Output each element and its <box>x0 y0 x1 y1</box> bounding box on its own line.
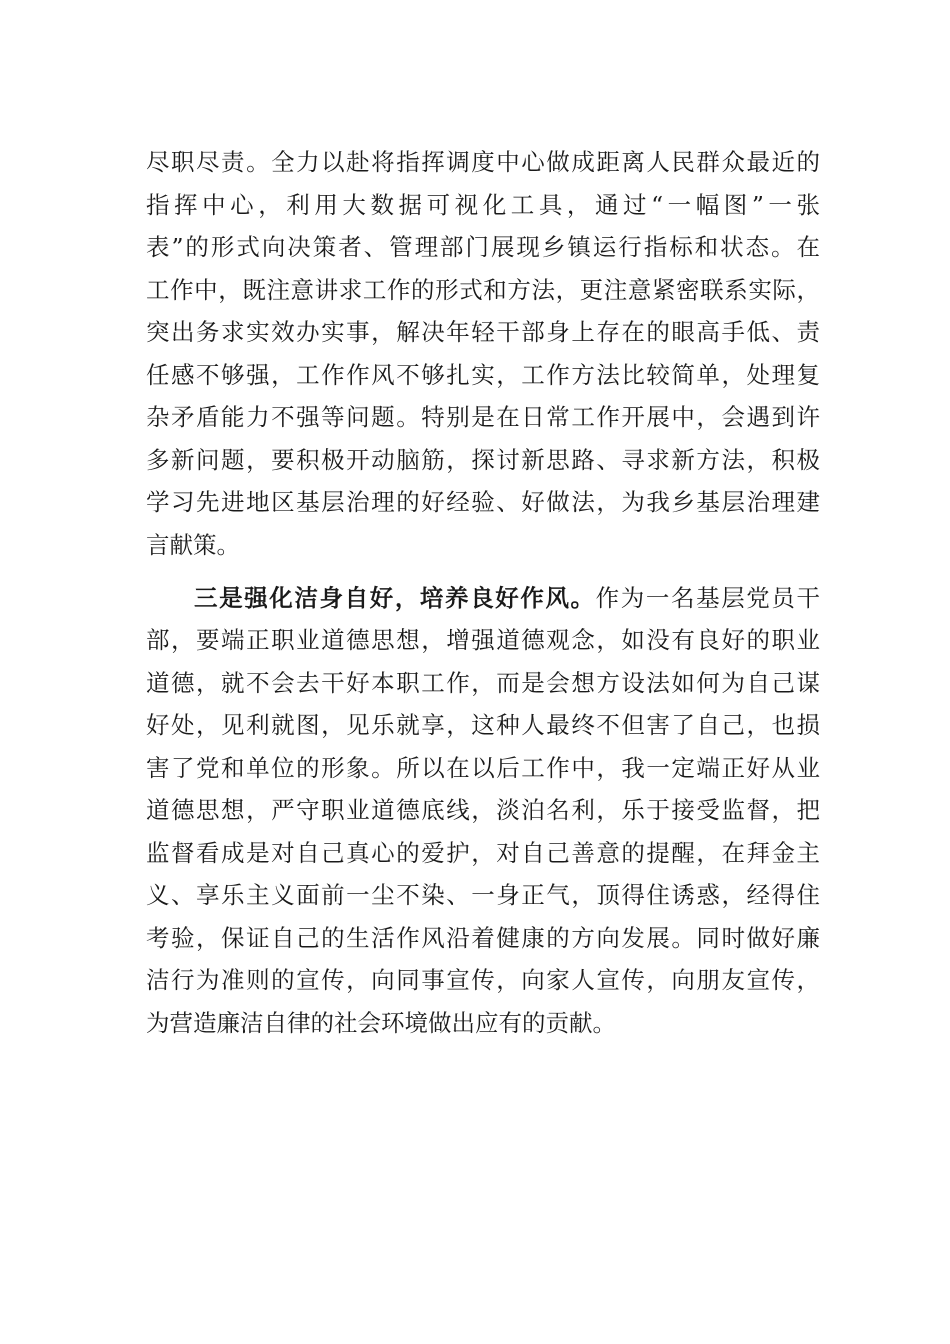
text-line: 义、享乐主义面前一尘不染、一身正气，顶得住诱惑，经得住 <box>146 881 820 909</box>
text-run: 作为一名基层党员干 <box>595 584 821 612</box>
text-line: 任感不够强，工作作风不够扎实，工作方法比较简单，处理复 <box>146 361 820 389</box>
text-line: 多新问题，要积极开动脑筋，探讨新思路、寻求新方法，积极 <box>146 446 820 474</box>
text-line: 指挥中心，利用大数据可视化工具，通过“一幅图”一张 <box>146 191 820 219</box>
text-line: 表”的形式向决策者、管理部门展现乡镇运行指标和状态。在 <box>146 233 820 261</box>
text-line: 尽职尽责。全力以赴将指挥调度中心做成距离人民群众最近的 <box>146 148 820 176</box>
text-line: 道德思想，严守职业道德底线，淡泊名利，乐于接受监督，把 <box>146 796 820 824</box>
text-line: 言献策。 <box>146 531 240 559</box>
section-heading: 三是强化洁身自好，培养良好作风。 <box>194 584 596 612</box>
text-line: 好处，见利就图，见乐就享，这种人最终不但害了自己，也损 <box>146 711 820 739</box>
text-line: 害了党和单位的形象。所以在以后工作中，我一定端正好从业 <box>146 754 820 782</box>
text-line: 部，要端正职业道德思想，增强道德观念，如没有良好的职业 <box>146 626 820 654</box>
text-line: 为营造廉洁自律的社会环境做出应有的贡献。 <box>146 1009 616 1037</box>
text-line: 突出务求实效办实事，解决年轻干部身上存在的眼高手低、责 <box>146 318 820 346</box>
text-line: 洁行为准则的宣传，向同事宣传，向家人宣传，向朋友宣传， <box>146 966 820 994</box>
text-line: 考验，保证自己的生活作风沿着健康的方向发展。同时做好廉 <box>146 924 820 952</box>
text-line: 道德，就不会去干好本职工作，而是会想方设法如何为自己谋 <box>146 669 820 697</box>
text-line <box>194 583 820 613</box>
text-line: 监督看成是对自己真心的爱护，对自己善意的提醒，在拜金主 <box>146 839 820 867</box>
text-line: 杂矛盾能力不强等问题。特别是在日常工作开展中，会遇到许 <box>146 403 820 431</box>
text-line: 工作中，既注意讲求工作的形式和方法，更注意紧密联系实际， <box>146 276 820 304</box>
text-line: 学习先进地区基层治理的好经验、好做法，为我乡基层治理建 <box>146 488 820 516</box>
